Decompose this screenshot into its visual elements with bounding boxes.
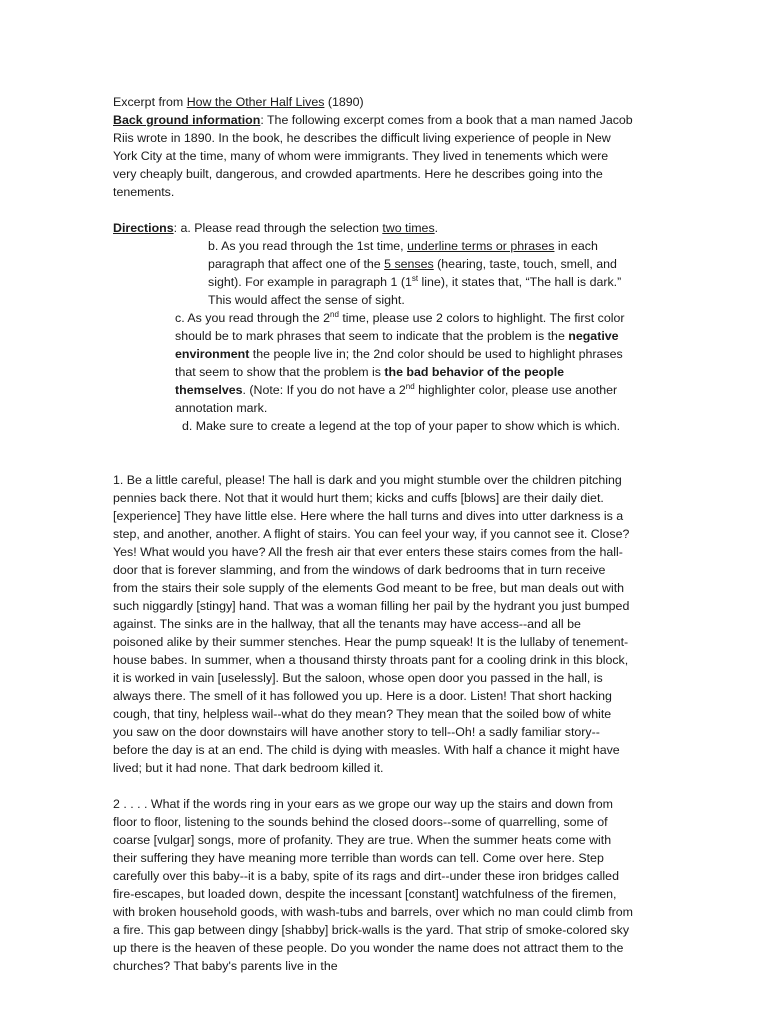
document-body	[113, 93, 633, 975]
directions-c-superscript-1: nd	[330, 309, 339, 319]
document-title-line	[113, 93, 633, 111]
directions-label: Directions	[113, 221, 174, 235]
directions-d-text: d. Make sure to create a legend at the top of your paper to show which is which.	[182, 419, 621, 433]
directions-c-suffix: highlighter color, please use another annotation mark.	[175, 383, 618, 415]
background-label: Back ground information	[113, 113, 261, 127]
directions-c-middle-2: the people live in; the 2nd color should be used to highlight phrases that seem to show that the problem is	[175, 347, 623, 379]
spacer	[113, 201, 633, 219]
directions-a	[113, 219, 633, 237]
directions-b-underlined-1: underline terms or phrases	[407, 239, 555, 253]
paragraph-2: 2 . . . . What if the words ring in your ears as we grope our way up the stairs and down from floor to floor, listening to the sounds behind the closed doors--some of quarrelling, some of coarse [vulgar] songs, more of profanity. They are true. When the summer heats come with their suffering they have meaning more terrible than words can tell. Come over here. Step carefully over this baby--it is a baby, spite of its rags and dirt--under these iron bridges called fire-escapes, but loaded down, despite the incessant [constant] watchfulness of the firemen, with broken household goods, with wash-tubs and barrels, over which no man could climb from a fire. This gap between dingy [shabby] brick-walls is the yard. That strip of smoke-colored sky up there is the heaven of these people. Do you wonder the name does not attract them to the churches? That baby's parents live in the	[113, 797, 633, 973]
directions-c-text: c. As you read through the 2	[175, 311, 330, 325]
directions-c-middle-1: time, please use 2 colors to highlight. The first color should be to mark phrases that seem to indicate that the problem is the	[175, 311, 625, 343]
directions-c-superscript-2: nd	[405, 381, 415, 391]
spacer	[113, 777, 633, 795]
paragraph-1: 1. Be a little careful, please! The hall is dark and you might stumble over the children pitching pennies back there. Not that it would hurt them; kicks and cuffs [blows] are their daily diet. [experience] They have little else. Here where the hall turns and dives into utter darkness is a step, and another, another. A flight of stairs. You can feel your way, if you cannot see it. Close? Yes! What would you have? All the fresh air that ever enters these stairs comes from the hall-door that is forever slamming, and from the windows of dark bedrooms that in turn receive from the stairs their sole supply of the elements God meant to be free, but man deals out with such niggardly [stingy] hand. That was a woman filling her pail by the hydrant you just bumped against. The sinks are in the hallway, that all the tenants may have access--and all be poisoned alike by their summer stenches. Hear the pump squeak! It is the lullaby of tenement-house babes. In summer, when a thousand thirsty throats pant for a cooling drink in this block, it is worked in vain [uselessly]. But the saloon, whose open door you passed in the hall, is always there. The smell of it has followed you up. Here is a door. Listen! That short hacking cough, that tiny, helpless wail--what do they mean? They mean that the soiled bow of white you saw on the door downstairs will have another story to tell--Oh! a sadly familiar story--before the day is at an end. The child is dying with measles. With half a chance it might have lived; but it had none. That dark bedroom killed it.	[113, 473, 630, 775]
directions-b-suffix: line), it states that, “The hall is dark.” This would affect the sense of sight.	[208, 275, 622, 307]
book-title: How the Other Half Lives	[186, 95, 325, 109]
directions-d	[113, 417, 633, 435]
directions-c-bold-2: the bad behavior of the people themselves	[175, 365, 565, 397]
directions-c-middle-3: . (Note: If you do not have a 2	[242, 383, 406, 397]
directions-b-middle-1: in each paragraph that affect one of the	[208, 239, 598, 271]
directions-b-underlined-2: 5 senses	[384, 257, 434, 271]
excerpt-prefix: Excerpt from	[113, 95, 187, 109]
directions-b-text: b. As you read through the 1st time,	[208, 239, 408, 253]
background-text: : The following excerpt comes from a book that a man named Jacob Riis wrote in 1890. In the book, he describes the difficult living experience of people in New York City at the time, many of whom were immigrants. They lived in tenements which were very cheaply built, dangerous, and crowded apartments. Here he describes going into the tenements.	[113, 113, 633, 199]
directions-b	[113, 237, 633, 309]
directions-c-bold-1: negative environment	[175, 329, 619, 361]
background-section	[113, 111, 633, 201]
directions-a-suffix: .	[434, 221, 439, 235]
directions-b-middle-2: (hearing, taste, touch, smell, and sight). For example in paragraph 1 (1	[208, 257, 617, 289]
spacer	[113, 435, 633, 471]
directions-c	[113, 309, 633, 417]
directions-a-underlined: two times	[382, 221, 435, 235]
directions-a-text: : a. Please read through the selection	[173, 221, 383, 235]
directions-b-superscript: st	[411, 273, 419, 283]
publication-year: (1890)	[324, 95, 364, 109]
